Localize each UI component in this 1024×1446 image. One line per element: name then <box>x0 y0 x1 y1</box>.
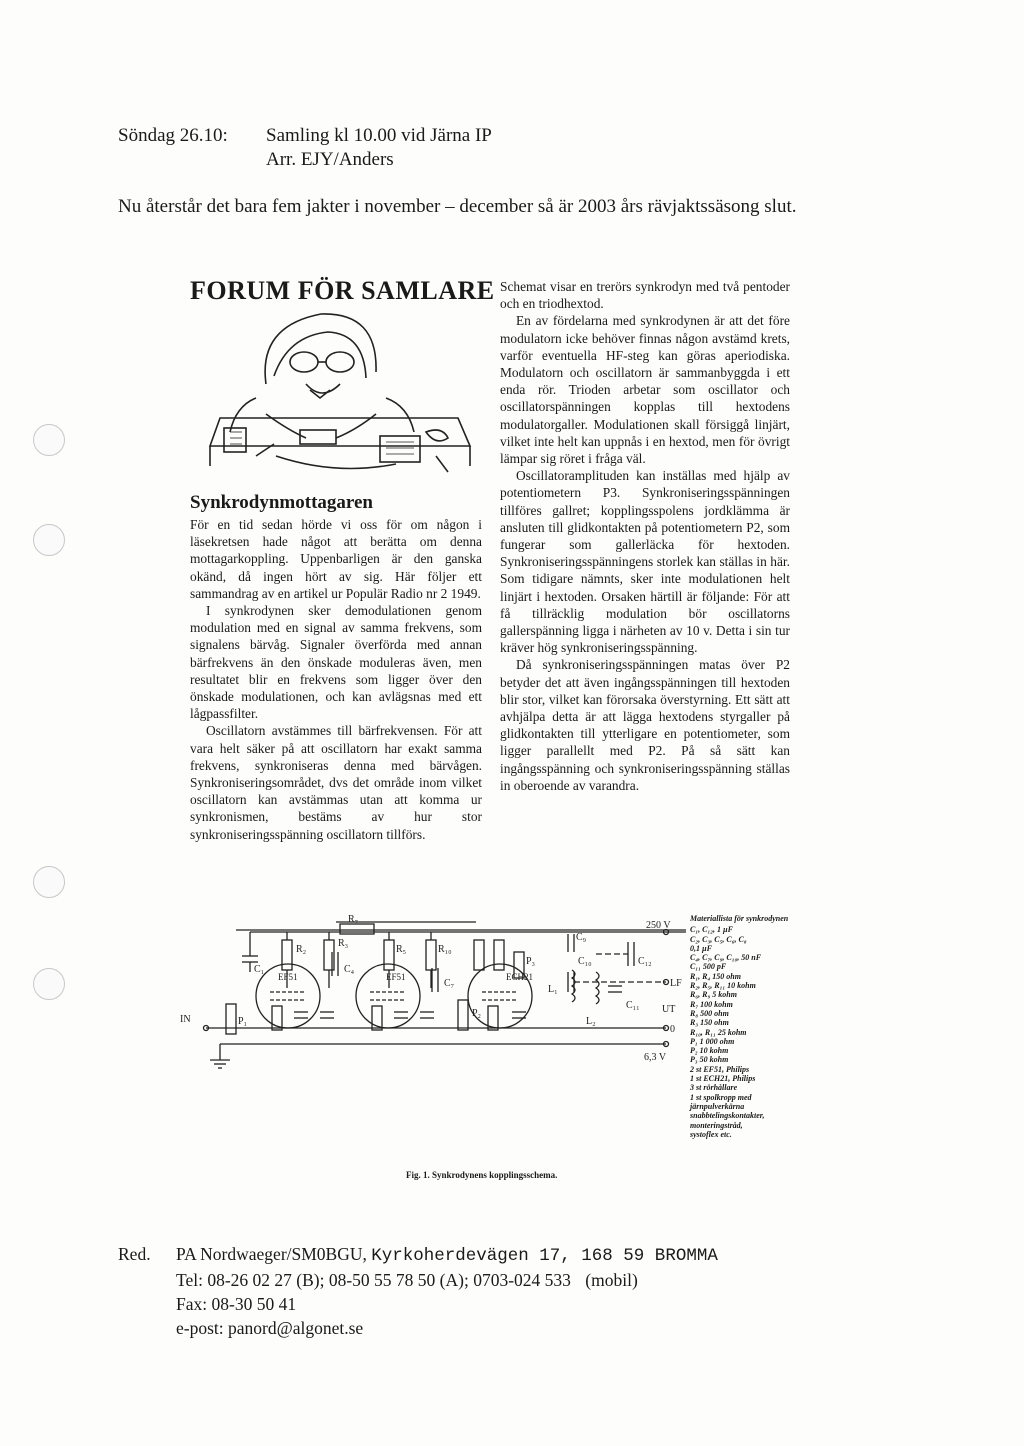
right-paragraph: Schemat visar en trerörs synkrodyn med två pentoder och en triodhextod. <box>500 279 790 312</box>
label-c7: C₇ <box>444 978 455 989</box>
material-item: järnpulverkärna <box>690 1101 745 1111</box>
resistor-r10 <box>426 940 436 970</box>
material-item: R₆, R₉ 5 kohm <box>690 990 737 1000</box>
material-item: R₈ 500 ohm <box>690 1008 729 1018</box>
label-r5: R₅ <box>396 944 407 955</box>
left-paragraph: Oscillatorn avstämmes till bärfrekvensen. För att vara helt säker på att oscillatorn har exakt samma frekvens, synkroniseras denna med bärvågen. Synkroniseringsområdet, dvs det område inom vilket oscillatorn kan avstämmas utan att komma ur synkronismen, bestäms av hur stor synkroniseringsspänning oscillatorn tillförs. <box>190 723 482 842</box>
material-item: R₇ 100 kohm <box>690 999 733 1009</box>
label-c9: C₉ <box>576 932 587 943</box>
resistor-r5 <box>384 940 394 970</box>
binder-hole <box>33 866 65 898</box>
material-item: systoflex etc. <box>690 1129 732 1139</box>
article-left-column <box>190 516 482 843</box>
binder-hole <box>33 424 65 456</box>
label-p1: P₁ <box>238 1016 248 1027</box>
material-item: 0,1 µF <box>690 943 712 953</box>
label-l2: L₂ <box>586 1016 596 1027</box>
material-item: 3 st rörhållare <box>690 1083 738 1093</box>
editor-name: PA Nordwaeger/SM0BGU, <box>176 1244 367 1264</box>
label-p2: P₂ <box>472 1008 482 1019</box>
material-item: P₃ 50 kohm <box>690 1055 729 1065</box>
label-tube-1: EF51 <box>278 972 298 982</box>
material-item: P₂ 10 kohm <box>690 1046 729 1056</box>
label-l1: L₁ <box>548 984 558 995</box>
material-item: C₁₁ 500 pF <box>690 962 727 972</box>
label-r7: R₇ <box>348 914 359 925</box>
pot-p2 <box>458 1000 468 1030</box>
label-c10: C₁₀ <box>578 956 592 967</box>
label-tube-3: ECH21 <box>506 972 533 982</box>
material-item: C₄, C₇, C₉, C₁₀, 50 nF <box>690 953 762 963</box>
material-item: 1 st spolkropp med <box>690 1092 752 1102</box>
material-item: R₁₀, R₁₁ 25 kohm <box>690 1027 747 1037</box>
coil-l2 <box>596 972 599 1004</box>
event-day: Söndag 26.10: <box>118 125 228 146</box>
article-title: Synkrodynmottagaren <box>190 492 373 513</box>
label-out: UT <box>662 1004 676 1015</box>
material-item: R₁, R₄ 150 ohm <box>690 971 741 981</box>
editor-block <box>176 1242 936 1340</box>
material-item: P₁ 1 000 ohm <box>690 1036 735 1046</box>
binder-hole <box>33 968 65 1000</box>
right-paragraph: Oscillatoramplituden kan inställas med hjälp av potentiometern P3. Synkroniseringsspänningen tillföres gallret; kopplingsspolens jordklämma är ansluten till glidkontakten på potentiometern P2, som fungerar som gallerläcka för hextoden. Synkroniseringsspänningens storlek kan ställas in här. Som tidigare nämnts, sker inte modulationen helt linjärt i hextoden. Orsaken härtill är följande: För att få tillräcklig modulation bör oscillatorns gallerspänning ligga i närheten av 10 v. Detta i sin tur kräver hög synkroniseringsspänning. <box>500 468 790 656</box>
editor-address: Kyrkoherdevägen 17, 168 59 BROMMA <box>371 1246 718 1266</box>
label-heater: 6,3 V <box>644 1052 667 1063</box>
binder-hole <box>33 524 65 556</box>
material-item: R₃ 150 ohm <box>690 1018 729 1028</box>
label-p3: P₃ <box>526 956 536 967</box>
label-r10: R₁₀ <box>438 944 452 955</box>
resistor-r12 <box>494 940 504 970</box>
season-notice: Nu återstår det bara fem jakter i november – december så är 2003 års rävjaktssäsong slut. <box>118 196 797 217</box>
event-line-1: Samling kl 10.00 vid Järna IP <box>266 125 492 146</box>
editor-label: Red. <box>118 1244 151 1264</box>
label-supply: 250 V <box>646 920 671 931</box>
material-list <box>690 914 810 1139</box>
editor-tel-mobile: (mobil) <box>585 1270 638 1290</box>
pot-p1 <box>226 1004 236 1034</box>
label-c11: C₁₁ <box>626 1000 640 1011</box>
article-right-column <box>500 278 790 794</box>
editor-email: e-post: panord@algonet.se <box>176 1318 364 1338</box>
material-item: C₂, C₃, C₅, C₆, C₈ <box>690 934 747 944</box>
forum-title: FORUM FÖR SAMLARE <box>190 276 495 305</box>
event-line-2: Arr. EJY/Anders <box>266 149 394 170</box>
label-c4: C₄ <box>344 964 355 975</box>
collector-illustration <box>196 306 476 490</box>
editor-tel: Tel: 08-26 02 27 (B); 08-50 55 78 50 (A); 0703-024 533 <box>176 1270 571 1290</box>
resistor-r11 <box>474 940 484 970</box>
label-r2: R₂ <box>296 944 307 955</box>
material-item: monteringstråd, <box>690 1120 743 1130</box>
label-r3: R₃ <box>338 938 349 949</box>
synkrodyn-schematic-main <box>176 912 696 1070</box>
label-c1: C₁ <box>254 964 265 975</box>
label-zero: 0 <box>670 1024 675 1035</box>
right-paragraph: En av fördelarna med synkrodynen är att det före modulatorn icke behöver finnas någon avstämd krets, varför eventuella HF-steg kan göras aperiodiska. Modulatorn och oscillatorn är sammanbyggda i ett enda rör. Trioden arbetar som oscillator och oscillatorspänningen kopplas till hextodens modulatorgaller. Modulationen skall försiggå linjärt, vilket inte helt kan uppnås i en hextod, men för övrigt lämpar sig röret i fråga väl. <box>500 313 790 467</box>
material-item: 2 st EF51, Philips <box>690 1064 750 1074</box>
left-paragraph: För en tid sedan hörde vi oss för om någon i läsekretsen hade något att berätta om denna mottagarkoppling. Uppenbarligen är den ganska okänd, då ingen hört av sig. Här följer ett sammandrag av en artikel ur Populär Radio nr 2 1949. <box>190 517 482 601</box>
label-in: IN <box>180 1014 191 1025</box>
material-item: 1 st ECH21, Philips <box>690 1074 756 1084</box>
left-paragraph: I synkrodynen sker demodulationen genom modulation med en signal av samma frekvens, som signalens bärvåg. Signaler överförda med annan bärfrekvens än den önskade moduleras även, men resultatet blir en frekvens som ligger över den önskade modulationen, och kan avlägsnas med ett lågpassfilter. <box>190 603 482 722</box>
material-item: R₂, R₅, R₁₁ 10 kohm <box>690 981 756 991</box>
material-item: snabbtelingskontakter, <box>690 1111 765 1121</box>
figure-caption: Fig. 1. Synkrodynens kopplingsschema. <box>406 1170 558 1180</box>
right-paragraph: Då synkroniseringsspänningen matas över P2 betyder det att även ingångsspänningen till hextoden blir stor, vilket kan förorsaka överstyrning. Ett sätt att avhjälpa detta är att lägga hextodens styrgaller på glidkontakten till ytterligare en potentiometer, som ligger parallellt med P2. På så sätt kan ingångsspänning och synkroniseringsspänning ställas in oberoende av varandra. <box>500 657 790 793</box>
material-item: C₁, C₁₂, 1 µF <box>690 925 733 935</box>
label-tube-2: EF51 <box>386 972 406 982</box>
material-list-title: Materiallista för synkrodynen <box>690 914 789 923</box>
label-c12: C₁₂ <box>638 956 652 967</box>
label-lf: LF <box>670 978 682 989</box>
resistor-r2 <box>282 940 292 970</box>
editor-fax: Fax: 08-30 50 41 <box>176 1294 297 1314</box>
